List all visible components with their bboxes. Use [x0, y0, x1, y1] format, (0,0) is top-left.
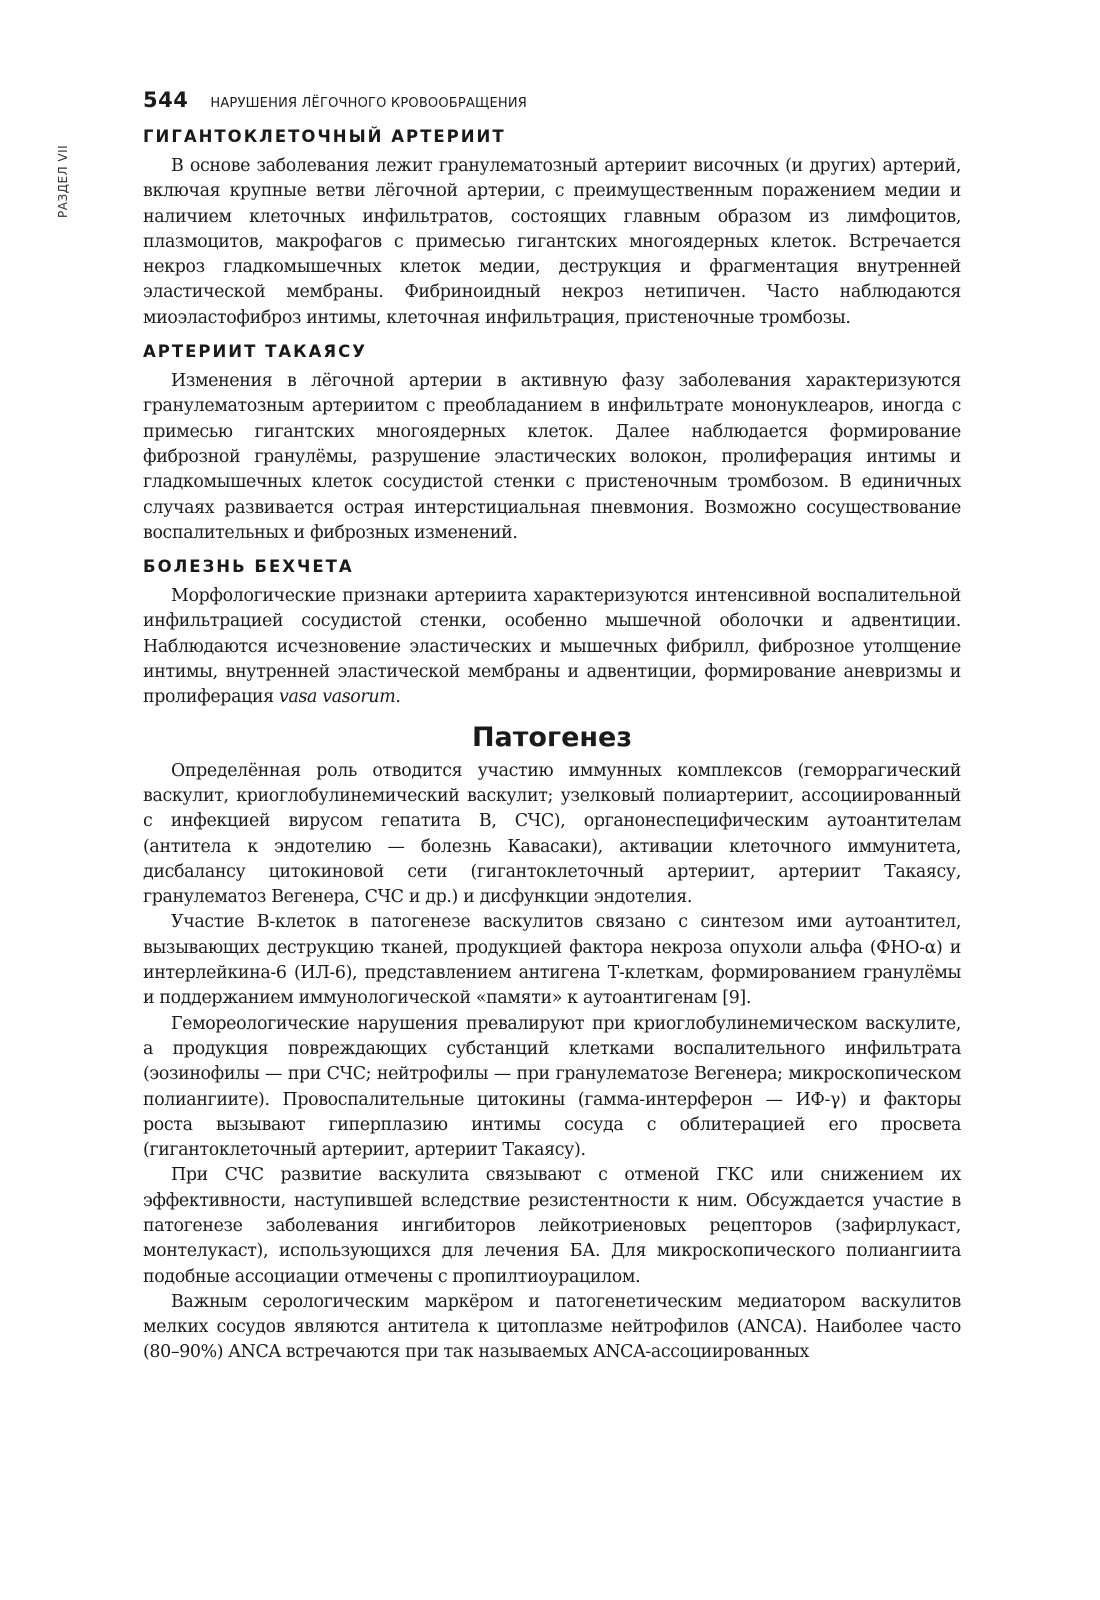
paragraph-pathogenesis-5: Важным серологическим маркёром и патогенетическим медиатором васкулитов мелких сосудов являются антитела к цитоплазме нейтрофилов (ANCA). Наиболее часто (80–90%) ANCA встречаются при так называемых ANCA-ассоциированных	[143, 1291, 961, 1363]
paragraph-pathogenesis-1: Определённая роль отводится участию иммунных комплексов (геморрагический васкулит, криоглобулинемический васкулит; узелковый полиартериит, ассоциированный с инфекцией вирусом гепатита В, СЧС), органонеспецифическим аутоантителам (антитела к эндотелию — болезнь Кавасаки), активации клеточного иммунитета, дисбалансу цитокиновой сети (гигантоклеточный артериит, артериит Такаясу, гранулематоз Вегенера, СЧС и др.) и дисфункции эндотелия.	[143, 760, 961, 908]
heading-pathogenesis: Патогенез	[471, 721, 633, 753]
page-header	[143, 88, 983, 112]
section-side-label: РАЗДЕЛ VII	[56, 144, 70, 218]
behcet-text: Морфологические признаки артериита характеризуются интенсивной воспалительной инфильтрацией сосудистой стенки, особенно мышечной оболочки и адвентиции. Наблюдаются исчезновение эластических и мышечных фибрилл, фиброзное утолщение интимы, внутренней эластической мембраны и адвентиции, формирование аневризмы и пролиферация	[143, 586, 961, 708]
page-number: 544	[143, 88, 189, 112]
paragraph-pathogenesis-3: Гемореологические нарушения превалируют при криоглобулинемическом васкулите, а продукция повреждающих субстанций клетками воспалительного инфильтрата (эозинофилы — при СЧС; нейтрофилы — при гранулематозе Вегенера; микроскопическом полиангиите). Провоспалительные цитокины (гамма-интерферон — ИФ-γ) и факторы роста вызывают гиперплазию интимы сосуда с облитерацией его просвета (гигантоклеточный артериит, артериит Такаясу).	[143, 1013, 961, 1161]
paragraph-pathogenesis-4: При СЧС развитие васкулита связывают с отменой ГКС или снижением их эффективности, наступившей вследствие резистентности к ним. Обсуждается участие в патогенезе заболевания ингибиторов лейкотриеновых рецепторов (зафирлукаст, монтелукаст), использующихся для лечения БА. Для микроскопического полиангиита подобные ассоциации отмечены с пропилтиоурацилом.	[143, 1165, 961, 1287]
running-head: НАРУШЕНИЯ ЛЁГОЧНОГО КРОВООБРАЩЕНИЯ	[210, 96, 528, 111]
heading-behcet-disease: БОЛЕЗНЬ БЕХЧЕТА	[143, 557, 354, 577]
paragraph-takayasu-arteritis: Изменения в лёгочной артерии в активную фазу заболевания характеризуются гранулематозным артериитом с преобладанием в инфильтрате мононуклеаров, иногда с примесью гигантских многоядерных клеток. Далее наблюдается формирование фиброзной гранулёмы, разрушение эластических волокон, пролиферация интимы и гладкомышечных клеток сосудистой стенки с пристеночным тромбозом. В единичных случаях развивается острая интерстициальная пневмония. Возможно сосуществование воспалительных и фиброзных изменений.	[143, 371, 961, 543]
behcet-text-end: .	[395, 687, 401, 708]
paragraph-pathogenesis-2: Участие В-клеток в патогенезе васкулитов связано с синтезом ими аутоантител, вызывающих деструкцию тканей, продукцией фактора некроза опухоли альфа (ФНО-α) и интерлейкина-6 (ИЛ-6), представлением антигена Т-клеткам, формированием гранулёмы и поддержанием иммунологической «памяти» к аутоантигенам [9].	[143, 912, 961, 1009]
paragraph-giant-cell-arteritis: В основе заболевания лежит гранулематозный артериит височных (и других) артерий, включая крупные ветви лёгочной артерии, с преимущественным поражением медии и наличием клеточных инфильтратов, состоящих главным образом из лимфоцитов, плазмоцитов, макрофагов с примесью гигантских многоядерных клеток. Встречается некроз гладкомышечных клеток медии, деструкция и фрагментация внутренней эластической мембраны. Фибриноидный некроз нетипичен. Часто наблюдаются миоэластофиброз интимы, клеточная инфильтрация, пристеночные тромбозы.	[143, 156, 961, 328]
heading-takayasu-arteritis: АРТЕРИИТ ТАКАЯСУ	[143, 342, 367, 362]
heading-giant-cell-arteritis: ГИГАНТОКЛЕТОЧНЫЙ АРТЕРИИТ	[143, 127, 506, 146]
paragraph-behcet-disease	[143, 584, 961, 710]
page-body	[143, 124, 961, 1366]
behcet-italic-term: vasa vasorum	[278, 687, 396, 708]
